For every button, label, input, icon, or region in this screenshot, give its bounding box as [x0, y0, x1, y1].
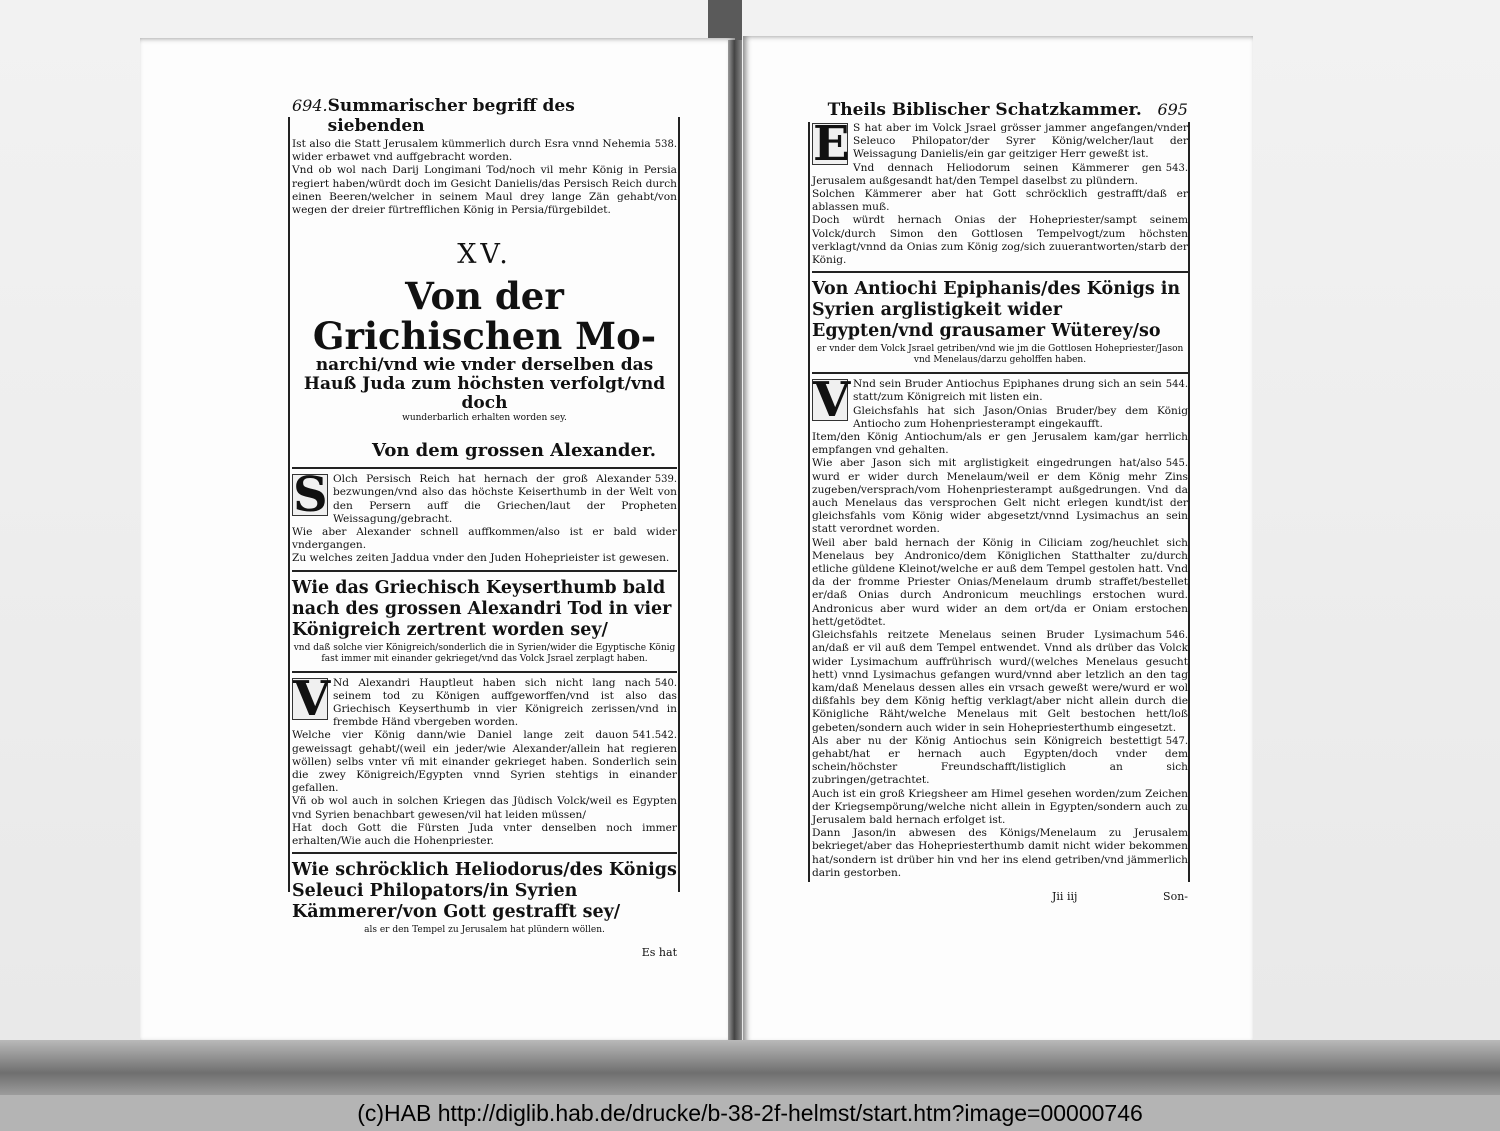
paragraph-text: Weil aber bald hernach der König in Ciliciam zog/heuchlet sich Menelaus bey Andronico/dem Königlichen Statthalter zu/durch etliche güldene Kleinot/welche er auß dem Tempel gestolen hatt. Vnd da der fromme Priester Onias/Menelaum drumb straffet/bestellet er/daß Onias durch Andronicum meuchlings erstochen wurd. Andronicus aber wurd wider an dem ort/da er Oniam erstochen hett/getödtet. [812, 536, 1188, 628]
left-running-title: Summarischer begriff des siebenden [327, 96, 575, 136]
paragraph-text: Dann Jason/in abwesen des Königs/Menelaum zu Jerusalem bekrieget/aber das Hohepriesterthumb damit nicht wider bekommen hat/sondern ist drüber hin vnd her ins elend getriben/vnd jämmerlich darin gestorben. [812, 827, 1188, 879]
paragraph [812, 405, 1188, 431]
paragraph-text: Wie aber Jason sich mit arglistigkeit eingedrungen hat/also wurd er wider durch Menelaum/weil er dem König mehr Zins zugeben/versprach/vom Hohenpriesterampt außgedrungen. Vnd da auch Menelaus das versprochen Gelt nicht erlegen kundt/ist der gleichsfahls vom König wider abgesetzt/vnnd Lysimachus an sein statt verordnet worden. [812, 457, 1188, 536]
section-alexander [292, 467, 677, 565]
drop-capital: S [293, 467, 328, 524]
paragraph [812, 827, 1188, 880]
paragraph-text: Auch ist ein groß Kriegsheer am Himel gesehen worden/zum Zeichen der Kriegsempörung/welche nicht allein in Egypten/sondern auch zu Jerusalem bald hernach erfolget ist. [812, 787, 1188, 826]
chapter-heading-small: wunderbarlich erhalten worden sey. [402, 413, 567, 424]
paragraph-text: Gleichsfahls hat sich Jason/Onias Bruder/bey dem König Antiocho zum Hohenpriesterampt eingekaufft. [853, 404, 1188, 430]
margin-number: 545. [1165, 458, 1188, 470]
source-link[interactable]: (c)HAB http://diglib.hab.de/drucke/b-38-2f-helmst/start.htm?image=00000746 [357, 1100, 1143, 1126]
drop-capital: E [813, 116, 850, 172]
paragraph-text: Hat doch Gott die Fürsten Juda vnter denselben noch immer erhalten/Wie auch die Hohenpriester. [292, 821, 677, 848]
right-page-number: 695 [1157, 100, 1188, 119]
subheading-alexander: Von dem grossen Alexander. [372, 440, 657, 462]
paragraph-text: Vñ ob wol auch in solchen Kriegen das Jüdisch Volck/weil es Egypten vnd Syrien benachbart gewesen/vil hat leiden müssen/ [292, 795, 677, 821]
paragraph-text: Nd Alexandri Hauptleut haben sich nicht lang nach seinem tod zu Königen auffgeworffen/vnd ist also das Griechisch Keyserthumb in vier Königreich zerissen/vnd in frembde Händ vbergeben worden. [333, 676, 677, 729]
paragraph-text: Ist also die Statt Jerusalem kümmerlich durch Esra vnnd Nehemia wider erbawet vnd auffgebracht worden. [292, 138, 651, 164]
divider [292, 570, 677, 572]
right-running-header [812, 100, 1188, 120]
copyright-footer [0, 1095, 1500, 1131]
margin-number: 540. [654, 677, 677, 689]
section-heading: Wie das Griechisch Keyserthumb bald nach des grossen Alexandri Tod in vier Königreich zertrent worden sey/ [292, 577, 672, 640]
paragraph [812, 629, 1188, 735]
paragraph [812, 788, 1188, 828]
divider [292, 467, 677, 469]
paragraph-text: Solchen Kämmerer aber hat Gott schröcklich gestrafft/daß er ablassen muß. [812, 188, 1188, 214]
paragraph [292, 164, 677, 217]
paragraph-text: Nnd sein Bruder Antiochus Epiphanes drung sich an sein statt/zum Königreich mit listen ein. [853, 378, 1162, 404]
left-running-header [292, 96, 677, 136]
drop-capital: V [293, 670, 331, 727]
margin-number: 538. [654, 139, 677, 150]
paragraph [292, 795, 677, 821]
section-heading: Von Antiochi Epiphanis/des Königs in Syrien arglistigkeit wider Egypten/vnd grausamer Wüterey/so [812, 279, 1181, 342]
paragraph-text: Vnd dennach Heliodorum seinen Kämmerer gen Jerusalem außgesandt hat/den Tempel daselbst zu plündern. [812, 161, 1162, 187]
scan-bottom-edge [0, 1040, 1500, 1095]
right-running-title: Theils Biblischer Schatzkammer. [827, 100, 1142, 120]
paragraph [292, 552, 677, 565]
chapter-heading-continued: narchi/vnd wie vnder derselben das Hauß Juda zum höchsten verfolgt/vnd doch [303, 355, 666, 414]
paragraph [292, 467, 677, 526]
left-intro-paragraphs [292, 138, 677, 217]
book-gutter [728, 40, 742, 1040]
section-heading-small: vnd daß solche vier Königreich/sonderlich die in Syrien/wider die Egyptische König fast immer mit einander gekrieget/vnd das Volck Jsrael zerplagt haben. [293, 642, 676, 664]
paragraph [812, 735, 1188, 788]
paragraph-text: Item/den König Antiochum/als er gen Jerusalem kam/gar herrlich empfangen vnd gehalten. [812, 431, 1188, 457]
section-four-kingdoms [292, 670, 677, 849]
right-catchword-line [812, 890, 1188, 903]
chapter-heading: Von der Grichischen Mo- [312, 274, 657, 359]
divider [292, 852, 677, 854]
paragraph-text: Vnd ob wol nach Darij Longimani Tod/noch vil mehr König in Persia regiert haben/würdt doch im Gesicht Danielis/das Persisch Reich durch einen Beeren/welcher in seinem Maul drey lange Zän gehabt/von wegen der dreier fürtrefflichen König in Persia/fürgebildet. [292, 164, 677, 217]
paragraph [292, 138, 677, 164]
paragraph-text: Doch würdt hernach Onias der Hohepriester/sampt seinem Volck/durch Simon den Gottlosen Tempelvogt/zum höchsten verklagt/vnnd da Onias zum König zog/sich zuuerantworten/starb der König. [812, 214, 1188, 267]
section-heliodorus [812, 116, 1188, 267]
paragraph [292, 670, 677, 730]
section-heading-small: als er den Tempel zu Jerusalem hat plündern wöllen. [364, 925, 605, 936]
section-heading-small: er vnder dem Volck Jsrael getriben/vnd wie jm die Gottlosen Hohepriester/Jason vnd Menelaus/darzu geholffen haben. [816, 344, 1184, 366]
catchword: Es hat [641, 946, 677, 960]
catchword: Son- [1163, 889, 1188, 903]
paragraph [292, 526, 677, 552]
paragraph-text: Als aber nu der König Antiochus sein Königreich bestettigt gehabt/hat er hernach auch Egypten/doch vnder dem schein/höchster Freundschafft/listiglich an sich zubringen/getrachtet. [812, 734, 1188, 787]
paragraph-text: Zu welches zeiten Jaddua vnder den Juden Hoheprieister ist gewesen. [292, 552, 670, 565]
drop-capital: V [813, 372, 851, 429]
paragraph [812, 378, 1188, 404]
left-catchword-line [292, 946, 677, 959]
paragraph [812, 162, 1188, 188]
paragraph [812, 214, 1188, 267]
margin-number: 544. [1165, 379, 1188, 391]
paragraph [292, 822, 677, 848]
paragraph-text: Wie aber Alexander schnell auffkommen/also ist er bald wider vndergangen. [292, 526, 677, 552]
margin-number: 539. [654, 474, 677, 486]
section-heading: Wie schröcklich Heliodorus/des Königs Seleuci Philopators/in Syrien Kämmerer/von Gott gestrafft sey/ [292, 860, 677, 923]
divider [292, 671, 677, 673]
paragraph [812, 431, 1188, 457]
margin-number: 543. [1165, 162, 1188, 174]
paragraph [812, 122, 1188, 162]
divider [812, 372, 1188, 374]
margin-number: 541.542. [632, 730, 677, 742]
divider [812, 271, 1188, 273]
section-antiochus [812, 372, 1188, 880]
margin-number: 547. [1165, 735, 1188, 747]
paragraph [812, 537, 1188, 629]
paragraph [812, 188, 1188, 214]
chapter-number: XV. [457, 239, 512, 271]
paragraph-text: S hat aber im Volck Jsrael grösser jammer angefangen/vnder Seleuco Philopator/der Syrer König/welcher/laut der Weissagung Danielis/ein gar geitziger Herr geweßt ist. [853, 122, 1188, 161]
right-page-column [812, 100, 1188, 903]
left-page-column [292, 96, 677, 959]
paragraph [812, 457, 1188, 536]
paragraph-text: Gleichsfahls reitzete Menelaus seinen Bruder Lysimachum an/daß er vil auß dem Tempel entwendet. Vnnd als drüber das Volck wider Lysimachum auffrührisch wurd/(welches Menelaus gesucht hett) vnnd Lysimachus gefangen wurd/vnnd aber letzlich an den tag kam/daß Menelaus dessen alles ein vrsach geweßt were/wurd er wol dißfahls bey dem König heftig verklagt/aber nicht allein durch die Königliche Räht/welche Menelaus mit Gelt bestochen hett/loß gebeten/sondern auch wider in sein Hohepriesterthumb eingesetzt. [812, 629, 1188, 734]
left-page-number: 694. [292, 96, 328, 115]
paragraph-text: Olch Persisch Reich hat hernach der groß Alexander bezwungen/vnd also das höchste Keiserthumb in der Welt von den Persern auff die Griechen/laut der Propheten Weissagung/gebracht. [333, 473, 677, 525]
signature-mark: Jii iij [1052, 889, 1078, 903]
margin-number: 546. [1165, 630, 1188, 642]
paragraph-text: Welche vier König dann/wie Daniel lange zeit dauon geweissagt gehabt/(weil ein jeder/wie Alexander/allein hat regieren wöllen) selbs vnter vñ mit einander gekrieget haben. Sonderlich sein die zwey Königreich/Egypten vnnd Syrien stehtigs in einander gefallen. [292, 729, 677, 795]
paragraph [292, 729, 677, 795]
